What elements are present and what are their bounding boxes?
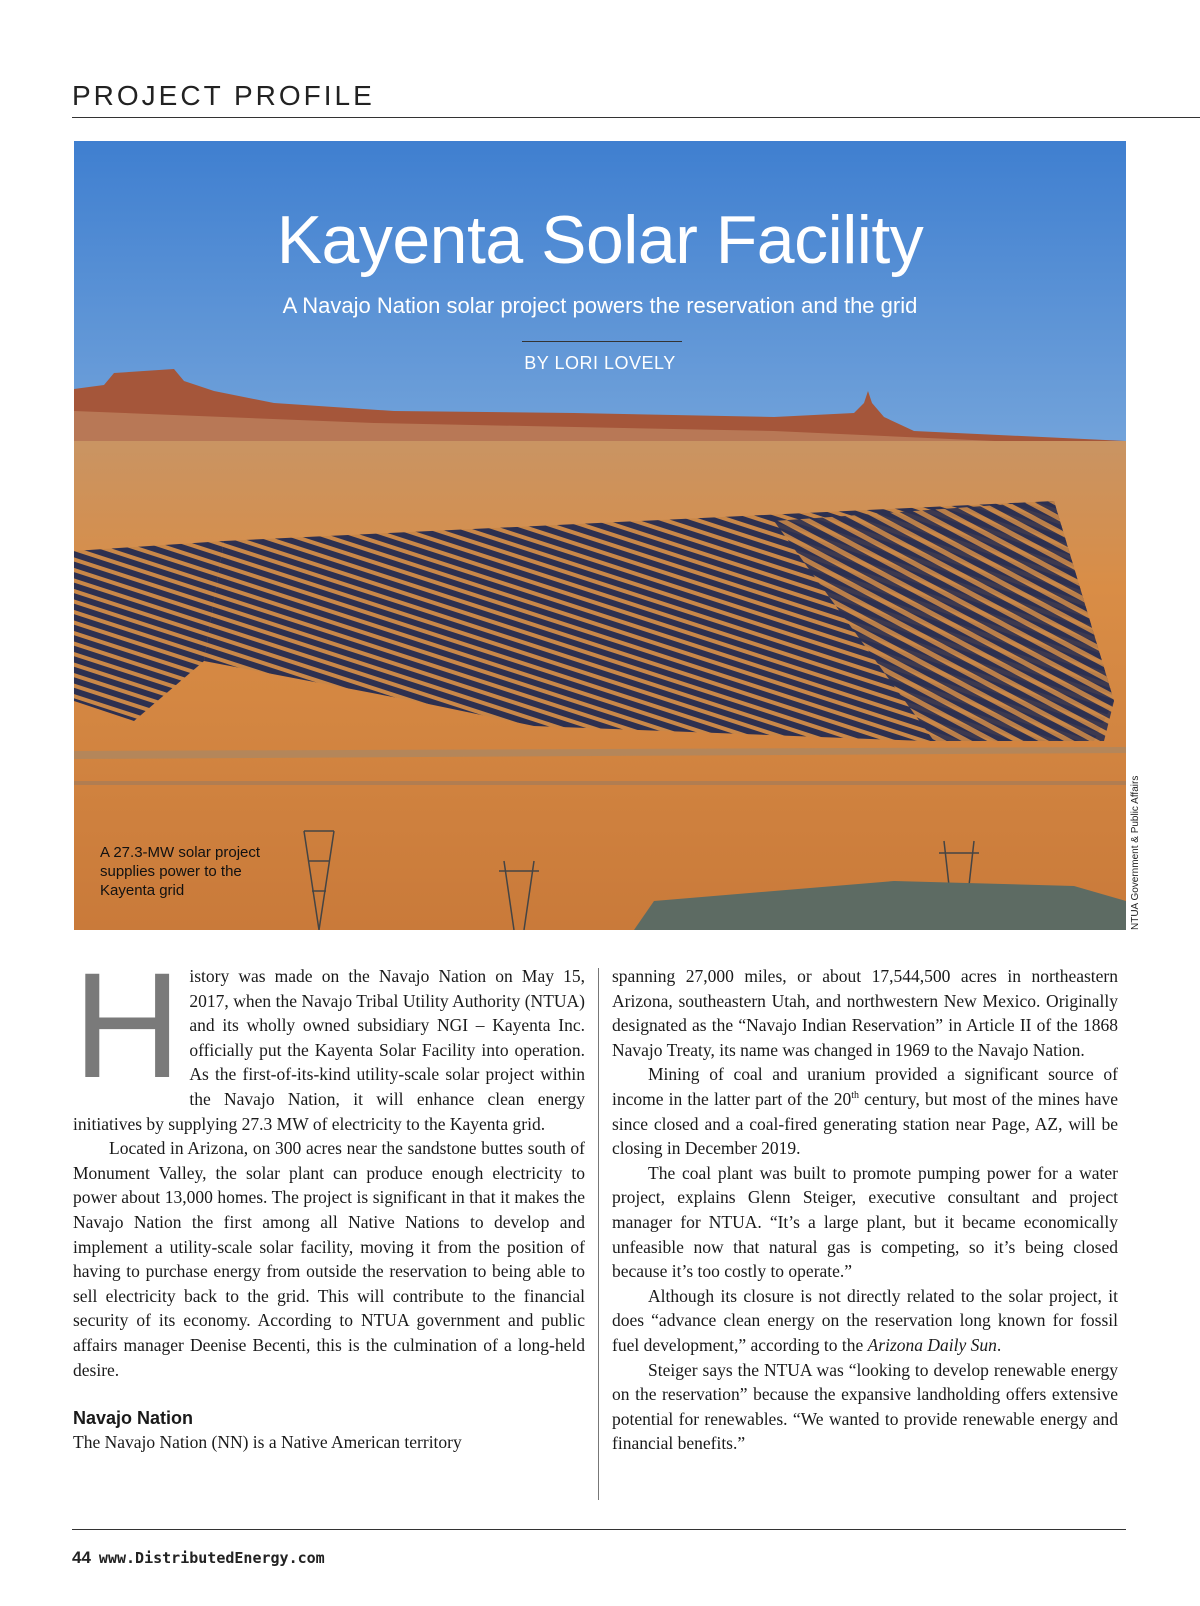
paragraph: istory was made on the Navajo Nation on May 15, 2017, when the Navajo Tribal Utility Authority (NTUA) and its wholly owned subsidiary NGI – Kayenta Inc. officially put the Kayenta Solar Facility into operation. As the first-of-its-kind utility-scale solar project within the Navajo Nation, it will enhance clean energy initiatives by supplying 27.3 MW of electricity to the Kayenta grid. [73,966,585,1134]
photo-caption [100,843,300,900]
text-run: century, but most of the mines have since closed and a coal-fired generating station near Page, AZ, will be closing in December 2019. [612,1088,1118,1159]
paragraph: The Navajo Nation (NN) is a Native American territory [73,1432,462,1453]
section-label: PROJECT PROFILE [72,80,375,111]
top-rule [72,117,1200,118]
page-footer [72,1548,325,1568]
paragraph: Steiger says the NTUA was “looking to develop renewable energy on the reservation” because the expansive landholding offers extensive potential for renewables. “We wanted to provide renewable energy and financial benefits.” [612,1359,1118,1454]
subheading: Navajo Nation [73,1408,194,1429]
paragraph: spanning 27,000 miles, or about 17,544,500 acres in northeastern Arizona, southeastern Utah, and northwestern New Mexico. Originally designated as the “Navajo Indian Reservation” in Article II of the 1868 Navajo Treaty, its name was changed in 1969 to the Navajo Nation. [612,966,1118,1060]
text-run: Although its closure is not directly related to the solar project, it does “advance clean energy on the reservation long known for fossil fuel development,” according to the [612,1285,1118,1355]
paragraph: Located in Arizona, on 300 acres near the sandstone buttes south of Monument Valley, the solar plant can produce enough electricity to power about 13,000 homes. The project is significant in that it makes the Navajo Nation the first among all Native Nations to develop and implement a utility-scale solar facility, moving it from the position of having to purchase energy from outside the reservation to being able to sell electricity back to the grid. This will contribute to the financial security of its economy. According to NTUA government and public affairs manager Deenise Becenti, this is the culmination of a long-held desire. [73,1138,585,1380]
text-run: Mining of coal and uranium provided a significant source of income in the latter part of the 20 [612,1064,1118,1109]
paragraph [612,1284,1118,1358]
publication-name: Arizona Daily Sun [867,1334,997,1355]
hero-title: Kayenta Solar Facility [276,202,924,278]
paragraph [612,1062,1118,1160]
column-divider [598,968,599,1500]
byline-rule [522,341,682,342]
paragraph: The coal plant was built to promote pumping power for a water project, explains Glenn Steiger, executive consultant and project manager for NTUA. “It’s a large plant, but it became economically unfeasible now that natural gas is competing, so it’s being closed because it’s too costly to operate.” [612,1162,1118,1282]
dropcap: H [73,941,182,1109]
caption-line: A 27.3-MW solar project [100,844,261,861]
superscript: th [851,1090,859,1102]
article-column-left [73,941,585,1455]
hero-subtitle: A Navajo Nation solar project powers the reservation and the grid [282,293,918,318]
photo-credit: NTUA Government & Public Affairs [1130,775,1141,930]
caption-line: Kayenta grid [100,882,185,899]
byline: BY LORI LOVELY [524,353,676,373]
text-run: . [996,1334,1002,1355]
website-link[interactable]: www.DistributedEnergy.com [98,1549,325,1567]
article-column-right [612,964,1118,1456]
caption-line: supplies power to the [100,863,242,880]
hero-photo [74,141,1126,930]
page-number: 44 [72,1548,91,1567]
bottom-rule [72,1529,1126,1530]
